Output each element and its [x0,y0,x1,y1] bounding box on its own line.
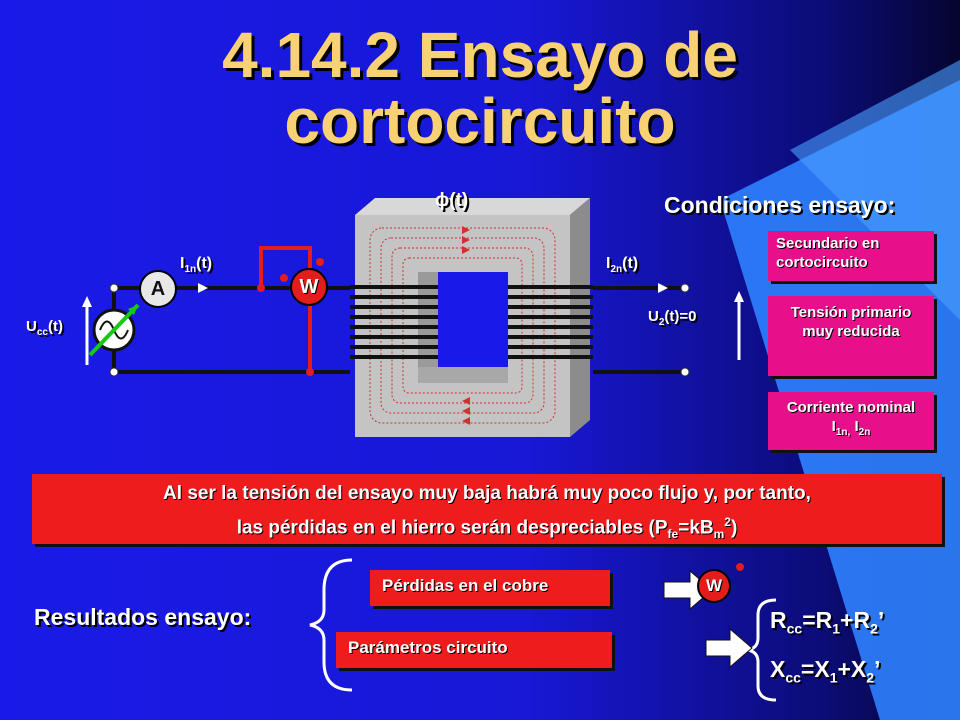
note-line-2-post: ) [730,517,738,539]
xcc-prime: ’ [874,656,881,682]
note-sub-fe: fe [667,527,679,542]
note-line-1: Al ser la tensión del ensayo muy baja habrá muy poco flujo y, por tanto, [163,483,811,504]
condition-3-text: Corriente nominal I [786,399,916,435]
u2-main: U [648,308,659,325]
rcc-sub-cc: cc [786,620,803,637]
i2-sub: 2n [610,264,623,276]
note-line-2-mid: =kB [678,517,714,539]
rcc-plus: +R [840,607,871,633]
ammeter: A [139,270,177,308]
condition-3-mid: I [850,418,859,435]
results-heading: Resultados ensayo: [34,604,252,630]
xcc-plus: +X [837,656,867,682]
xcc-sub-1: 1 [829,669,838,686]
rcc-eq: =R [802,607,833,633]
rcc-sub-2: 2 [870,620,878,637]
condition-3-sub1: 1n, [835,427,851,438]
i1-main: I [180,255,185,272]
circuit-parameters-box: Parámetros circuito [336,632,612,668]
xcc-formula [770,656,880,686]
wattmeter: W [290,268,328,306]
conditions-heading: Condiciones ensayo: [664,192,896,218]
ucc-main: U [26,318,37,335]
params-arrow [706,629,752,667]
note-line-2-pre: las pérdidas en el hierro serán despreciables (P [236,517,668,539]
title-line-2: cortocircuito [284,85,676,157]
ucc-sub: cc [36,327,48,338]
i2-main: I [606,255,611,272]
left-brace [310,560,352,690]
i2-suffix: (t) [622,255,639,272]
copper-losses-box: Pérdidas en el cobre [370,570,610,606]
rcc-formula [770,607,884,637]
xcc-sub-cc: cc [785,669,801,686]
xcc-eq: =X [800,656,830,682]
xcc-sub-2: 2 [866,669,875,686]
condition-low-voltage: Tensión primario muy reducida [768,296,934,376]
rcc-r: R [770,607,787,633]
flux-suffix: (t) [449,190,469,211]
condition-secondary-shorted: Secundario en cortocircuito [768,231,934,281]
note-sub-m: m [713,527,725,542]
condition-3-sub2: 2n [858,427,871,438]
i1-suffix: (t) [196,255,213,272]
results-wattmeter: W [697,569,731,603]
rcc-prime: ’ [877,607,885,633]
rcc-sub-1: 1 [832,620,841,637]
ucc-suffix: (t) [47,318,63,335]
flux-symbol: ϕ [435,190,450,211]
u2-sub: 2 [658,317,665,328]
note-sup-2: 2 [724,515,731,529]
i1-sub: 1n [184,264,197,276]
xcc-x: X [770,656,786,682]
title-line-1: 4.14.2 Ensayo de [222,19,738,91]
u2-suffix: (t)=0 [664,308,697,325]
